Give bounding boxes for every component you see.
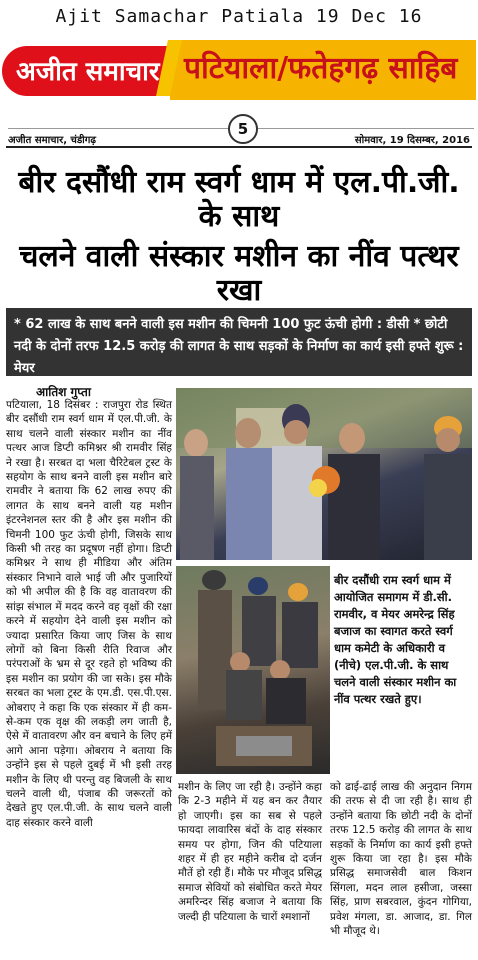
brand-banner [2,46,172,96]
article-deck: * 62 लाख के साथ बनने वाली इस मशीन की चिमनी 100 फुट ऊंची होगी : डीसी * छोटी नदी के दोनों तरफ 12.5 करोड़ की लागत के साथ सड़कों के निर्माण का कार्य इसी हफ्ते शुरू : मेयर [6,308,472,376]
article-column-3: को ढाई-ढाई लाख की अनुदान निगम की तरफ से दी जा रही है। साथ ही उन्होंने बताया कि छोटी नदी के दोनों तरफ 12.5 करोड़ की लागत के साथ सड़कों के निर्माण का कार्य इसी हफ्ते शुरू किया जा रहा है। इस मौके प्रसिद्ध समाजसेवी बाल किशन सिंगला, मदन लाल हसीजा, जस्सा सिंह, प्राण सबरवाल, कुंदन गोगिया, प्रवेश मंगला, डा. आजाद, डा. गिल भी मौजूद थे। [330,781,472,938]
clipping-title: Ajit Samachar Patiala 19 Dec 16 [55,6,423,27]
byline: आतिश गुप्ता [36,385,91,399]
edition-city: पटियाला/फतेहगढ़ साहिब [184,51,458,86]
header-rule [6,146,472,148]
photo-caption: बीर दसौंधी राम स्वर्ग धाम में आयोजित समागम में डी.सी. रामवीर, व मेयर अमरेन्द्र सिंह बजाज का स्वागत करते स्वर्ग धाम कमेटी के अधिकारी व (नीचे) एल.पी.जी. के साथ चलने वाली संस्कार मशीन का नींव पत्थर रखते हुए। [334,573,457,706]
photo-welcome-ceremony [176,388,472,560]
publisher-name: अजीत समाचार, चंडीगढ़ [8,135,97,146]
newspaper-brand: अजीत समाचार [16,57,160,87]
edition-banner [170,40,476,100]
article-column-2: मशीन के लिए जा रही है। उन्होंने कहा कि 2-3 महीने में यह बन कर तैयार हो जाएगी। इस का सब से पहले फायदा लावारिस बंदों के दाह संस्कार समय पर होगा, जिन की पटियाला शहर में ही हर महीने करीब दो दर्जन मौतें हो रही हैं। मौके पर मौजूद प्रसिद्ध समाज सेवियों को संबोधित करते मेयर अमरिन्दर सिंह बजाज ने बताया कि जल्दी ही पटियाला के चारों श्मशानों [178,781,322,923]
headline-line-1: बीर दसौंधी राम स्वर्ग धाम में एल.पी.जी. के साथ [18,165,460,234]
page-number: 5 [228,114,258,144]
issue-date: सोमवार, 19 दिसम्बर, 2016 [354,135,470,146]
headline-line-2: चलने वाली संस्कार मशीन का नींव पत्थर रखा [19,239,459,308]
article-column-1: पटियाला, 18 दिसंबर : राजपुरा रोड स्थित बीर दसौंधी राम स्वर्ग धाम में एल.पी.जी. के साथ चलने वाली संस्कार मशीन का नींव पत्थर आज डिप्टी कमिश्नर श्री रामवीर सिंह ने रखा है। सरबत दा भला चैरिटेबल ट्रस्ट के सहयोग के साथ बनने वाली इस मशीन बारे रामवीर ने बताया कि 62 लाख रुपए की लागत के साथ बनने वाली यह मशीन इंटरनेशनल स्तर की है और इस मशीन की चिमनी 100 फुट ऊंची होगी, जिसके साथ किसी भी तरह का प्रदूषण नहीं होगा। डिप्टी कमिश्नर ने साथ ही मीडिया और अंतिम संस्कार निभाने वाले भाई जी और पुजारियों को भी अपील की है कि वह वातावरण की सांझ संभाल में मदद करने वह वृक्षों की रक्षा करने में सहयोग देने वाली इस मशीन को ज्यादा प्रसारित किया जाए जिस के साथ लोगों को बिना किसी रीति रिवाज और परंपराओं के भ्रम से दूर रहते हो भविष्य की इस मशीन का प्रयोग की जा सके। इस मौके सरबत का भला ट्रस्ट के एम.डी. एस.पी.एस. ओबराए ने कहा कि एक संस्कार में ही कम-से-कम एक वृक्ष की लकड़ी लग जाती है, ऐसे में वातावरण और वन बचाने के लिए हमें आगे आना पड़ेगा। ओबराय ने बताया कि उन्होंने इस से पहले दुबई में भी इसी तरह मशीन के लिए थी परन्तु वह बिजली के साथ चलने वाली थी, पंजाब की जरूरतों को देखते हुए एल.पी.जी. के साथ चलने वाली दाह संस्कार करने वाली [6,399,172,829]
photo-people-illustration [176,388,472,560]
photo-stone-laying-illustration [176,566,330,774]
photo-foundation-stone [176,566,330,774]
